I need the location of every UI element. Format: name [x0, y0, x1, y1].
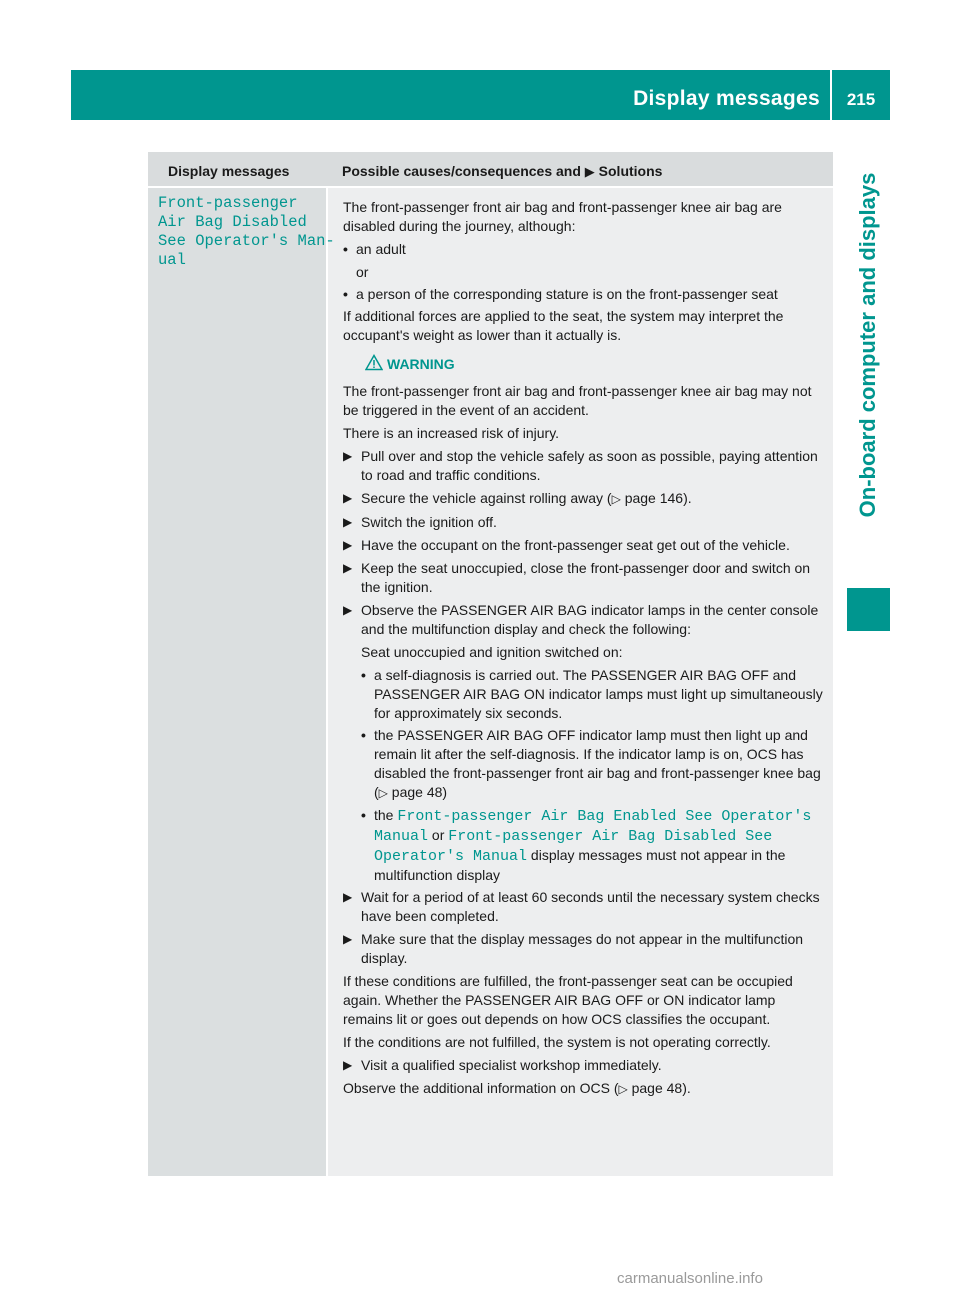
- action-arrow-icon: ▶: [584, 164, 595, 179]
- step-item: ▶ Switch the ignition off.: [343, 514, 497, 530]
- chapter-side-tab: [847, 120, 890, 570]
- step-item: ▶ Wait for a period of at least 60 seconds until the necessary system checks have been completed.: [343, 889, 820, 924]
- bullet-icon: •: [361, 727, 366, 743]
- interpret-text: If additional forces are applied to the seat, the system may interpret the occupant's weight as lower than it actually is.: [343, 308, 784, 343]
- step-arrow-icon: ▶: [343, 890, 353, 904]
- page-number: 215: [846, 90, 876, 109]
- page-reference-link[interactable]: page 48).: [631, 1080, 691, 1096]
- section-title: Display messages: [633, 87, 820, 110]
- display-message-ref: Front-passenger Air Bag Enabled See Operator's Manual: [374, 808, 812, 845]
- col-header-solutions: Possible causes/consequences and ▶ Solutions: [342, 163, 663, 179]
- step-item: ▶ Observe the PASSENGER AIR BAG indicator lamps in the center console and the multifunction display and check the following:: [343, 602, 819, 637]
- step-arrow-icon: ▶: [343, 932, 353, 946]
- step-item: ▶ Visit a qualified specialist workshop immediately.: [343, 1057, 662, 1073]
- row-divider: [148, 186, 833, 188]
- page-header: [71, 70, 890, 120]
- display-message-ref: Front-passenger Air Bag Disabled See Operator's Manual: [374, 828, 773, 865]
- bullet-icon: •: [361, 667, 366, 683]
- cross-reference-icon: ▷: [611, 492, 621, 506]
- step-arrow-icon: ▶: [343, 515, 353, 529]
- list-item: • the Front-passenger Air Bag Enabled See Operator's Manual or Front-passenger Air Bag Disabled See Operator's Manual display messages must not appear in the multifunction display: [361, 807, 812, 883]
- bullet-icon: •: [343, 241, 348, 257]
- page-reference-link[interactable]: page 146).: [624, 490, 692, 506]
- step-arrow-icon: ▶: [343, 538, 353, 552]
- not-fulfilled-text: If the conditions are not fulfilled, the system is not operating correctly.: [343, 1034, 771, 1050]
- message-name: Front-passenger Air Bag Disabled See Operator's Man‐ ual: [158, 194, 335, 269]
- bullet-icon: •: [343, 286, 348, 302]
- observe-text: Observe the additional information on OCS (▷ page 48).: [343, 1080, 691, 1096]
- bullet-icon: •: [361, 807, 366, 823]
- cross-reference-icon: ▷: [618, 1082, 628, 1096]
- chapter-label: On-board computer and displays: [855, 172, 880, 518]
- list-item: • the PASSENGER AIR BAG OFF indicator lamp must then light up and remain lit after the self-diagnosis. If the indicator lamp is on, OCS has disabled the front-passenger front air bag and front-passenger knee bag (▷ page 48): [361, 727, 821, 800]
- page-reference-link[interactable]: page 48): [391, 784, 448, 800]
- step-arrow-icon: ▶: [343, 561, 353, 575]
- list-item: • a person of the corresponding stature is on the front-passenger seat: [343, 286, 778, 302]
- list-item: • an adult or: [343, 241, 406, 280]
- step-item: ▶ Make sure that the display messages do not appear in the multifunction display.: [343, 931, 804, 966]
- list-item: • a self-diagnosis is carried out. The PASSENGER AIR BAG OFF and PASSENGER AIR BAG ON indicator lamps must light up simultaneously for approximately six seconds.: [361, 667, 823, 721]
- solution-content: [343, 198, 828, 1103]
- step-item: ▶ Keep the seat unoccupied, close the front-passenger door and switch on the ignition.: [343, 560, 811, 595]
- col-header-messages: Display messages: [168, 163, 290, 179]
- warning-text: The front-passenger front air bag and front-passenger knee air bag may not be triggered in the event of an accident.: [343, 383, 812, 418]
- fulfilled-text: If these conditions are fulfilled, the front-passenger seat can be occupied again. Whether the PASSENGER AIR BAG OFF or ON indicator lamp remains lit or goes out depends on how OCS classifies the occupant.: [343, 973, 793, 1027]
- intro-text: The front-passenger front air bag and front-passenger knee air bag are disabled during the journey, although:: [343, 199, 782, 234]
- warning-triangle-icon: [365, 354, 383, 371]
- display-messages-table: [148, 152, 833, 1176]
- step-item: ▶ Secure the vehicle against rolling away (▷ page 146).: [343, 490, 692, 506]
- step-item: ▶ Pull over and stop the vehicle safely as soon as possible, paying attention to road and traffic conditions.: [343, 448, 818, 483]
- step-arrow-icon: ▶: [343, 449, 353, 463]
- cross-reference-icon: ▷: [378, 786, 388, 800]
- watermark: carmanualsonline.info: [617, 1270, 763, 1287]
- table-header-row: [148, 152, 833, 186]
- seat-status-text: Seat unoccupied and ignition switched on:: [361, 644, 623, 660]
- step-arrow-icon: ▶: [343, 603, 353, 617]
- risk-text: There is an increased risk of injury.: [343, 425, 560, 441]
- chapter-marker-block: [847, 588, 890, 631]
- message-column: [148, 186, 326, 1176]
- step-item: ▶ Have the occupant on the front-passenger seat get out of the vehicle.: [343, 537, 790, 553]
- step-arrow-icon: ▶: [343, 1058, 353, 1072]
- step-arrow-icon: ▶: [343, 491, 353, 505]
- warning-heading: WARNING: [365, 355, 828, 374]
